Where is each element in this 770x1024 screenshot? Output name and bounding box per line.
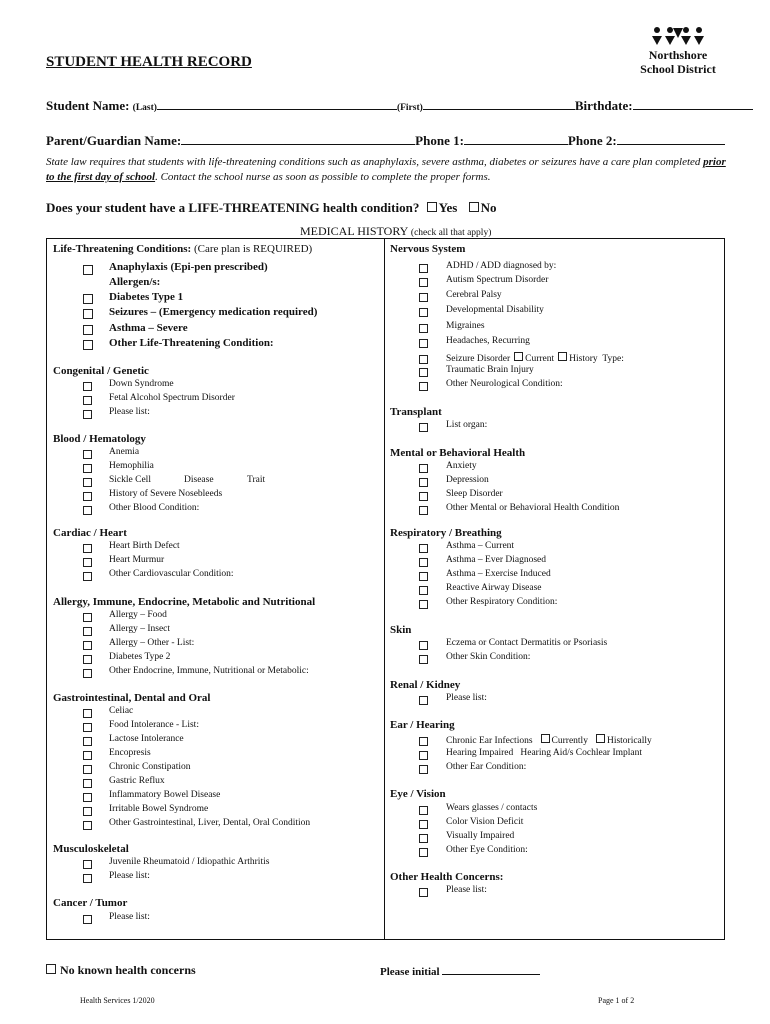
medical-history-table [46,238,725,940]
list-item: Other Neurological Condition: [446,379,563,389]
no-known-concerns [46,963,196,978]
list-item: Sickle Cell [109,475,151,485]
last-name-label: (Last) [132,103,157,113]
checkbox[interactable] [419,848,428,857]
hearing-impaired-label: Hearing Impaired [446,748,514,758]
checkbox[interactable] [83,765,92,774]
list-item: Other Mental or Behavioral Health Condition [446,503,620,513]
initial-label: Please initial [380,966,440,978]
list-item: Other Gastrointestinal, Liver, Dental, Oral Condition [109,818,311,828]
district-logo [638,24,718,76]
checkbox[interactable] [83,294,93,304]
list-item: Fetal Alcohol Spectrum Disorder [109,393,235,403]
list-item: Lactose Intolerance [109,734,184,744]
gi-section-title: Gastrointestinal, Dental and Oral [53,692,211,704]
life-title: Life-Threatening Conditions: [53,243,192,255]
musculo-section-title: Musculoskeletal [53,843,129,855]
no-label: No [480,200,497,215]
list-item: Asthma – Exercise Induced [446,569,551,579]
checkbox[interactable] [419,655,428,664]
checkbox[interactable] [83,492,92,501]
checkbox[interactable] [83,821,92,830]
initial-row [380,963,540,978]
checkbox[interactable] [419,506,428,515]
list-item: Anxiety [446,461,477,471]
list-item: Please list: [446,693,487,703]
checkbox[interactable] [419,641,428,650]
checkbox[interactable] [419,339,428,348]
transplant-section-title: Transplant [390,406,442,418]
no-checkbox[interactable] [469,202,479,212]
checkbox[interactable] [419,492,428,501]
seizure-history-checkbox[interactable] [558,352,567,361]
allergy-section-title: Allergy, Immune, Endocrine, Metabolic and Nutritional [53,596,316,608]
life-item: Anaphylaxis (Epi-pen prescribed) [109,261,268,273]
list-item: Sleep Disorder [446,489,503,499]
checkbox[interactable] [83,793,92,802]
checkbox[interactable] [419,820,428,829]
checkbox[interactable] [419,751,428,760]
version-text: Health Services 1/2020 [80,996,155,1005]
list-item: Autism Spectrum Disorder [446,275,549,285]
list-item: Heart Birth Defect [109,541,180,551]
state-law-notice [46,155,736,185]
birthdate-label: Birthdate: [574,98,633,113]
checkbox[interactable] [83,382,92,391]
seizure-current-checkbox[interactable] [514,352,523,361]
congenital-section-title: Congenital / Genetic [53,365,149,377]
list-item: Other Respiratory Condition: [446,597,558,607]
page-number: Page 1 of 2 [598,996,635,1005]
life-item: Other Life-Threatening Condition: [109,337,274,349]
ear-historically-checkbox[interactable] [596,734,605,743]
ear-infections-row [446,734,652,746]
checkbox[interactable] [419,368,428,377]
phone1-field[interactable] [464,133,568,145]
life-item: Seizures – (Emergency medication required) [109,306,318,318]
checkbox[interactable] [419,558,428,567]
checkbox[interactable] [83,572,92,581]
list-item: History of Severe Nosebleeds [109,489,223,499]
list-item: Please list: [446,885,487,895]
list-item: Asthma – Current [446,541,515,551]
checkbox[interactable] [419,600,428,609]
notice-text-2: . Contact the school nurse as soon as possible to complete the proper forms. [155,171,491,183]
column-divider [384,239,385,939]
cancer-section-title: Cancer / Tumor [53,897,128,909]
checkbox[interactable] [83,396,92,405]
checkbox[interactable] [83,723,92,732]
list-item: Diabetes Type 2 [109,652,171,662]
hearing-row [446,748,642,758]
parent-name-field[interactable] [181,133,415,145]
list-item: Asthma – Ever Diagnosed [446,555,546,565]
page-title: STUDENT HEALTH RECORD [46,54,252,70]
checkbox[interactable] [419,806,428,815]
life-threatening-question [46,200,497,216]
list-item: Other Blood Condition: [109,503,200,513]
list-item: Cerebral Palsy [446,290,502,300]
checkbox[interactable] [419,765,428,774]
blood-section-title: Blood / Hematology [53,433,146,445]
respiratory-section-title: Respiratory / Breathing [390,527,502,539]
list-item: Reactive Airway Disease [446,583,542,593]
ear-section-title: Ear / Hearing [390,719,455,731]
parent-name-label: Parent/Guardian Name: [46,133,182,148]
list-item: Anemia [109,447,140,457]
list-item: Other Eye Condition: [446,845,528,855]
list-item: Eczema or Contact Dermatitis or Psoriasis [446,638,608,648]
no-known-concerns-checkbox[interactable] [46,964,56,974]
yes-checkbox[interactable] [427,202,437,212]
district-name-line1: Northshore [648,48,708,62]
life-item: Asthma – Severe [109,322,188,334]
phone2-label: Phone 2: [567,133,617,148]
list-item: Depression [446,475,489,485]
checkbox[interactable] [83,915,92,924]
notice-emphasis: prior to the first day of school [46,156,726,183]
medical-history-heading [300,224,491,239]
checkbox[interactable] [419,423,428,432]
checkbox[interactable] [83,655,92,664]
list-item: Juvenile Rheumatoid / Idiopathic Arthritis [109,857,270,867]
checkbox[interactable] [83,450,92,459]
checkbox[interactable] [83,464,92,473]
list-item: Gastric Reflux [109,776,165,786]
checkbox[interactable] [83,340,93,350]
mental-section-title: Mental or Behavioral Health [390,447,526,459]
list-item: Encopresis [109,748,151,758]
student-name-label: Student Name: [46,98,130,113]
list-item: Please list: [109,407,150,417]
list-item: Food Intolerance - List: [109,720,199,730]
checkbox[interactable] [83,860,92,869]
checkbox[interactable] [419,834,428,843]
checkbox[interactable] [83,669,92,678]
checkbox[interactable] [83,309,93,319]
list-item: Traumatic Brain Injury [446,365,534,375]
life-item: Allergen/s: [109,276,161,288]
list-item: ADHD / ADD diagnosed by: [446,261,557,271]
parent-row [46,133,725,149]
seizure-current-label: Current [525,354,555,364]
checkbox[interactable] [83,325,93,335]
checkbox[interactable] [83,874,92,883]
ear-infections-label: Chronic Ear Infections [446,736,533,746]
checkbox[interactable] [83,627,92,636]
checkbox[interactable] [419,293,428,302]
list-item: Other Ear Condition: [446,762,527,772]
checkbox[interactable] [419,264,428,273]
checkbox[interactable] [83,751,92,760]
yes-label: Yes [438,200,458,215]
checkbox[interactable] [419,308,428,317]
checkbox[interactable] [83,544,92,553]
list-item: Chronic Constipation [109,762,191,772]
checkbox[interactable] [419,278,428,287]
hearing-aid-label: Hearing Aid/s Cochlear Implant [520,748,643,758]
list-item: Visually Impaired [446,831,515,841]
phone1-label: Phone 1: [415,133,464,148]
checkbox[interactable] [83,558,92,567]
list-item: Please list: [109,871,150,881]
sickle-disease-option[interactable]: Disease [184,475,214,485]
checkbox[interactable] [419,478,428,487]
list-item: Developmental Disability [446,305,544,315]
life-item: Diabetes Type 1 [109,291,184,303]
student-name-row [46,98,753,114]
ear-currently-checkbox[interactable] [541,734,550,743]
checkbox[interactable] [419,382,428,391]
checkbox[interactable] [419,696,428,705]
birthdate-field[interactable] [633,98,753,110]
checkbox[interactable] [419,464,428,473]
first-name-label: (First) [396,103,423,113]
list-item: Headaches, Recurring [446,336,530,346]
checkbox[interactable] [419,888,428,897]
list-item: Heart Murmur [109,555,165,565]
seizure-row [446,352,624,364]
first-name-field[interactable] [423,98,575,110]
phone2-field[interactable] [617,133,725,145]
last-name-field[interactable] [157,98,397,110]
medical-history-title: MEDICAL HISTORY [300,224,408,238]
cardiac-section-title: Cardiac / Heart [53,527,127,539]
notice-text-1: State law requires that students with life-threatening conditions such as anaphylaxis, severe asthma, diabetes or seizures have a care plan completed [46,156,701,168]
checkbox[interactable] [83,410,92,419]
life-threatening-section [53,243,312,255]
nervous-section-title: Nervous System [390,243,466,255]
list-item: Other Endocrine, Immune, Nutritional or Metabolic: [109,666,309,676]
checkbox[interactable] [83,613,92,622]
question-text: Does your student have a LIFE-THREATENING health condition? [46,200,420,215]
life-note: (Care plan is REQUIRED) [193,243,313,255]
list-item: Allergy – Food [109,610,167,620]
list-item: Down Syndrome [109,379,174,389]
initial-field[interactable] [442,963,540,975]
sickle-trait-option[interactable]: Trait [247,475,266,485]
renal-section-title: Renal / Kidney [390,679,461,691]
seizure-history-label: History [569,354,598,364]
list-item: Other Skin Condition: [446,652,531,662]
checkbox[interactable] [419,355,428,364]
checkbox[interactable] [419,586,428,595]
list-item: Please list: [109,912,150,922]
list-item: List organ: [446,420,488,430]
seizure-type-label: Type: [602,354,624,364]
list-item: Migraines [446,321,485,331]
checkbox[interactable] [83,737,92,746]
medical-history-subtitle: (check all that apply) [410,228,492,238]
checkbox[interactable] [83,506,92,515]
skin-section-title: Skin [390,624,412,636]
checkbox[interactable] [83,807,92,816]
list-item: Hemophilia [109,461,154,471]
checkbox[interactable] [419,324,428,333]
checkbox[interactable] [83,478,92,487]
list-item: Wears glasses / contacts [446,803,538,813]
checkbox[interactable] [419,544,428,553]
list-item: Other Cardiovascular Condition: [109,569,234,579]
checkbox[interactable] [419,572,428,581]
list-item: Allergy – Other - List: [109,638,195,648]
district-logo-icon [651,24,705,46]
no-known-concerns-label: No known health concerns [60,963,196,977]
checkbox[interactable] [83,641,92,650]
list-item: Color Vision Deficit [446,817,524,827]
eye-section-title: Eye / Vision [390,788,446,800]
ear-currently-label: Currently [551,736,588,746]
checkbox[interactable] [83,779,92,788]
list-item: Celiac [109,706,134,716]
list-item: Allergy – Insect [109,624,171,634]
list-item: Irritable Bowel Syndrome [109,804,209,814]
seizure-label: Seizure Disorder [446,354,511,364]
checkbox[interactable] [419,737,428,746]
district-name-line2: School District [640,62,716,76]
checkbox[interactable] [83,265,93,275]
checkbox[interactable] [83,709,92,718]
ear-historically-label: Historically [606,736,652,746]
list-item: Inflammatory Bowel Disease [109,790,221,800]
other-concerns-section-title: Other Health Concerns: [390,871,504,883]
